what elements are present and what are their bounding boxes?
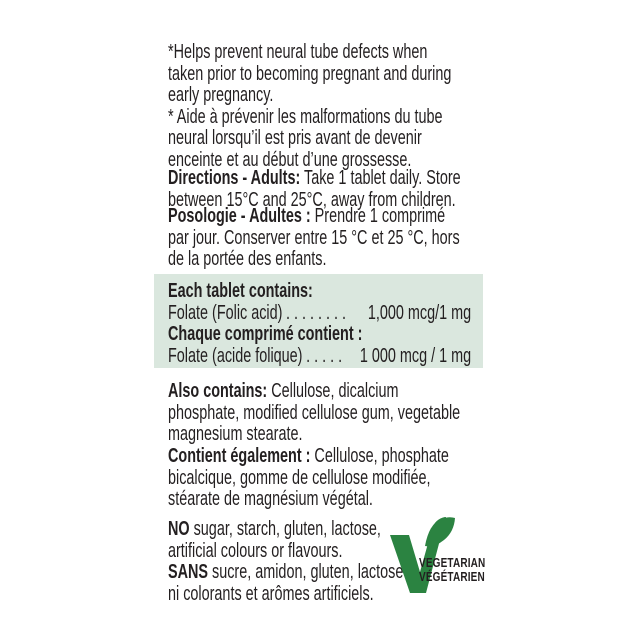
other-ingredients-en-line2: phosphate, modified cellulose gum, vegetable (168, 401, 461, 424)
other-ingredients-en-text1: Cellulose, dicalcium (267, 380, 399, 402)
free-of-fr-line1 (168, 562, 403, 584)
free-of-fr-line2: ni colorants et arômes artificiels. (168, 582, 374, 605)
free-of-en-line2: artificial colours or flavours. (168, 539, 343, 562)
vegetarian-badge (389, 516, 499, 596)
claim-fr-line1: * Aide à prévenir les malformations du tube (168, 105, 443, 128)
directions-fr-paragraph (168, 206, 460, 271)
facts-text (168, 281, 471, 367)
directions-fr-line2: par jour. Conserver entre 15 °C et 25 °C, hors (168, 226, 460, 249)
directions-en-text1: Take 1 tablet daily. Store (300, 167, 461, 189)
claim-paragraph (168, 42, 451, 171)
free-of-en-text1: sugar, starch, gluten, lactose, (189, 518, 381, 540)
ingredient-name-fr: Folate (acide folique) (168, 344, 303, 367)
free-of-fr-keyword: SANS (168, 561, 209, 583)
claim-en-line1: *Helps prevent neural tube defects when (168, 41, 428, 63)
vegetarian-label-fr: VÉGÉTARIEN (419, 569, 485, 584)
other-ingredients-en-heading: Also contains: (168, 380, 268, 402)
directions-en-line1 (168, 168, 461, 190)
free-of-en-keyword: NO (168, 518, 190, 540)
other-ingredients-en-line1 (168, 381, 460, 403)
directions-en-line2: between 15°C and 25°C, away from children. (168, 188, 456, 211)
other-ingredients-fr-line1 (168, 446, 449, 468)
directions-fr-line1 (168, 206, 460, 228)
dot-leader-fr: . . . . . (306, 345, 343, 367)
dot-leader-en: . . . . . . . . (286, 302, 347, 324)
directions-fr-text1: Prendre 1 comprimé (310, 205, 446, 227)
free-of-paragraph (168, 519, 403, 605)
ingredient-name-en: Folate (Folic acid) (168, 301, 283, 324)
facts-heading-en: Each tablet contains: (168, 280, 313, 302)
other-ingredients-fr-line2: bicalcique, gomme de cellulose modifiée, (168, 466, 431, 489)
other-ingredients-fr-line3: stéarate de magnésium végétal. (168, 488, 373, 510)
claim-en-line2: taken prior to becoming pregnant and during (168, 62, 452, 85)
directions-fr-line3: de la portée des enfants. (168, 248, 327, 270)
other-ingredients-en-line3: magnesium stearate. (168, 423, 303, 445)
vegetarian-label-en: VEGETARIAN (419, 556, 486, 570)
other-ingredients-fr-heading: Contient également : (168, 445, 311, 467)
ingredient-amount-fr: 1 000 mcg / 1 mg (359, 344, 472, 367)
ingredient-row-fr (168, 346, 471, 368)
other-ingredients-fr-paragraph (168, 446, 449, 511)
facts-heading-fr: Chaque comprimé contient : (168, 323, 363, 345)
directions-en-heading: Directions - Adults: (168, 167, 301, 189)
directions-fr-heading: Posologie - Adultes : (168, 205, 311, 227)
other-ingredients-en-paragraph (168, 381, 460, 446)
claim-fr-line3: enceinte et au début d’une grossesse. (168, 148, 412, 171)
claim-en-line3: early pregnancy. (168, 84, 274, 106)
vegetarian-badge-labels (419, 557, 485, 584)
free-of-fr-text1: sucre, amidon, gluten, lactose (208, 561, 404, 583)
free-of-en-line1 (168, 519, 403, 541)
other-ingredients-fr-text1: Cellulose, phosphate (310, 445, 449, 467)
ingredient-row-en (168, 303, 471, 325)
ingredient-amount-en: 1,000 mcg/1 mg (367, 301, 472, 324)
claim-fr-line2: neural lorsqu’il est pris avant de devenir (168, 127, 422, 149)
